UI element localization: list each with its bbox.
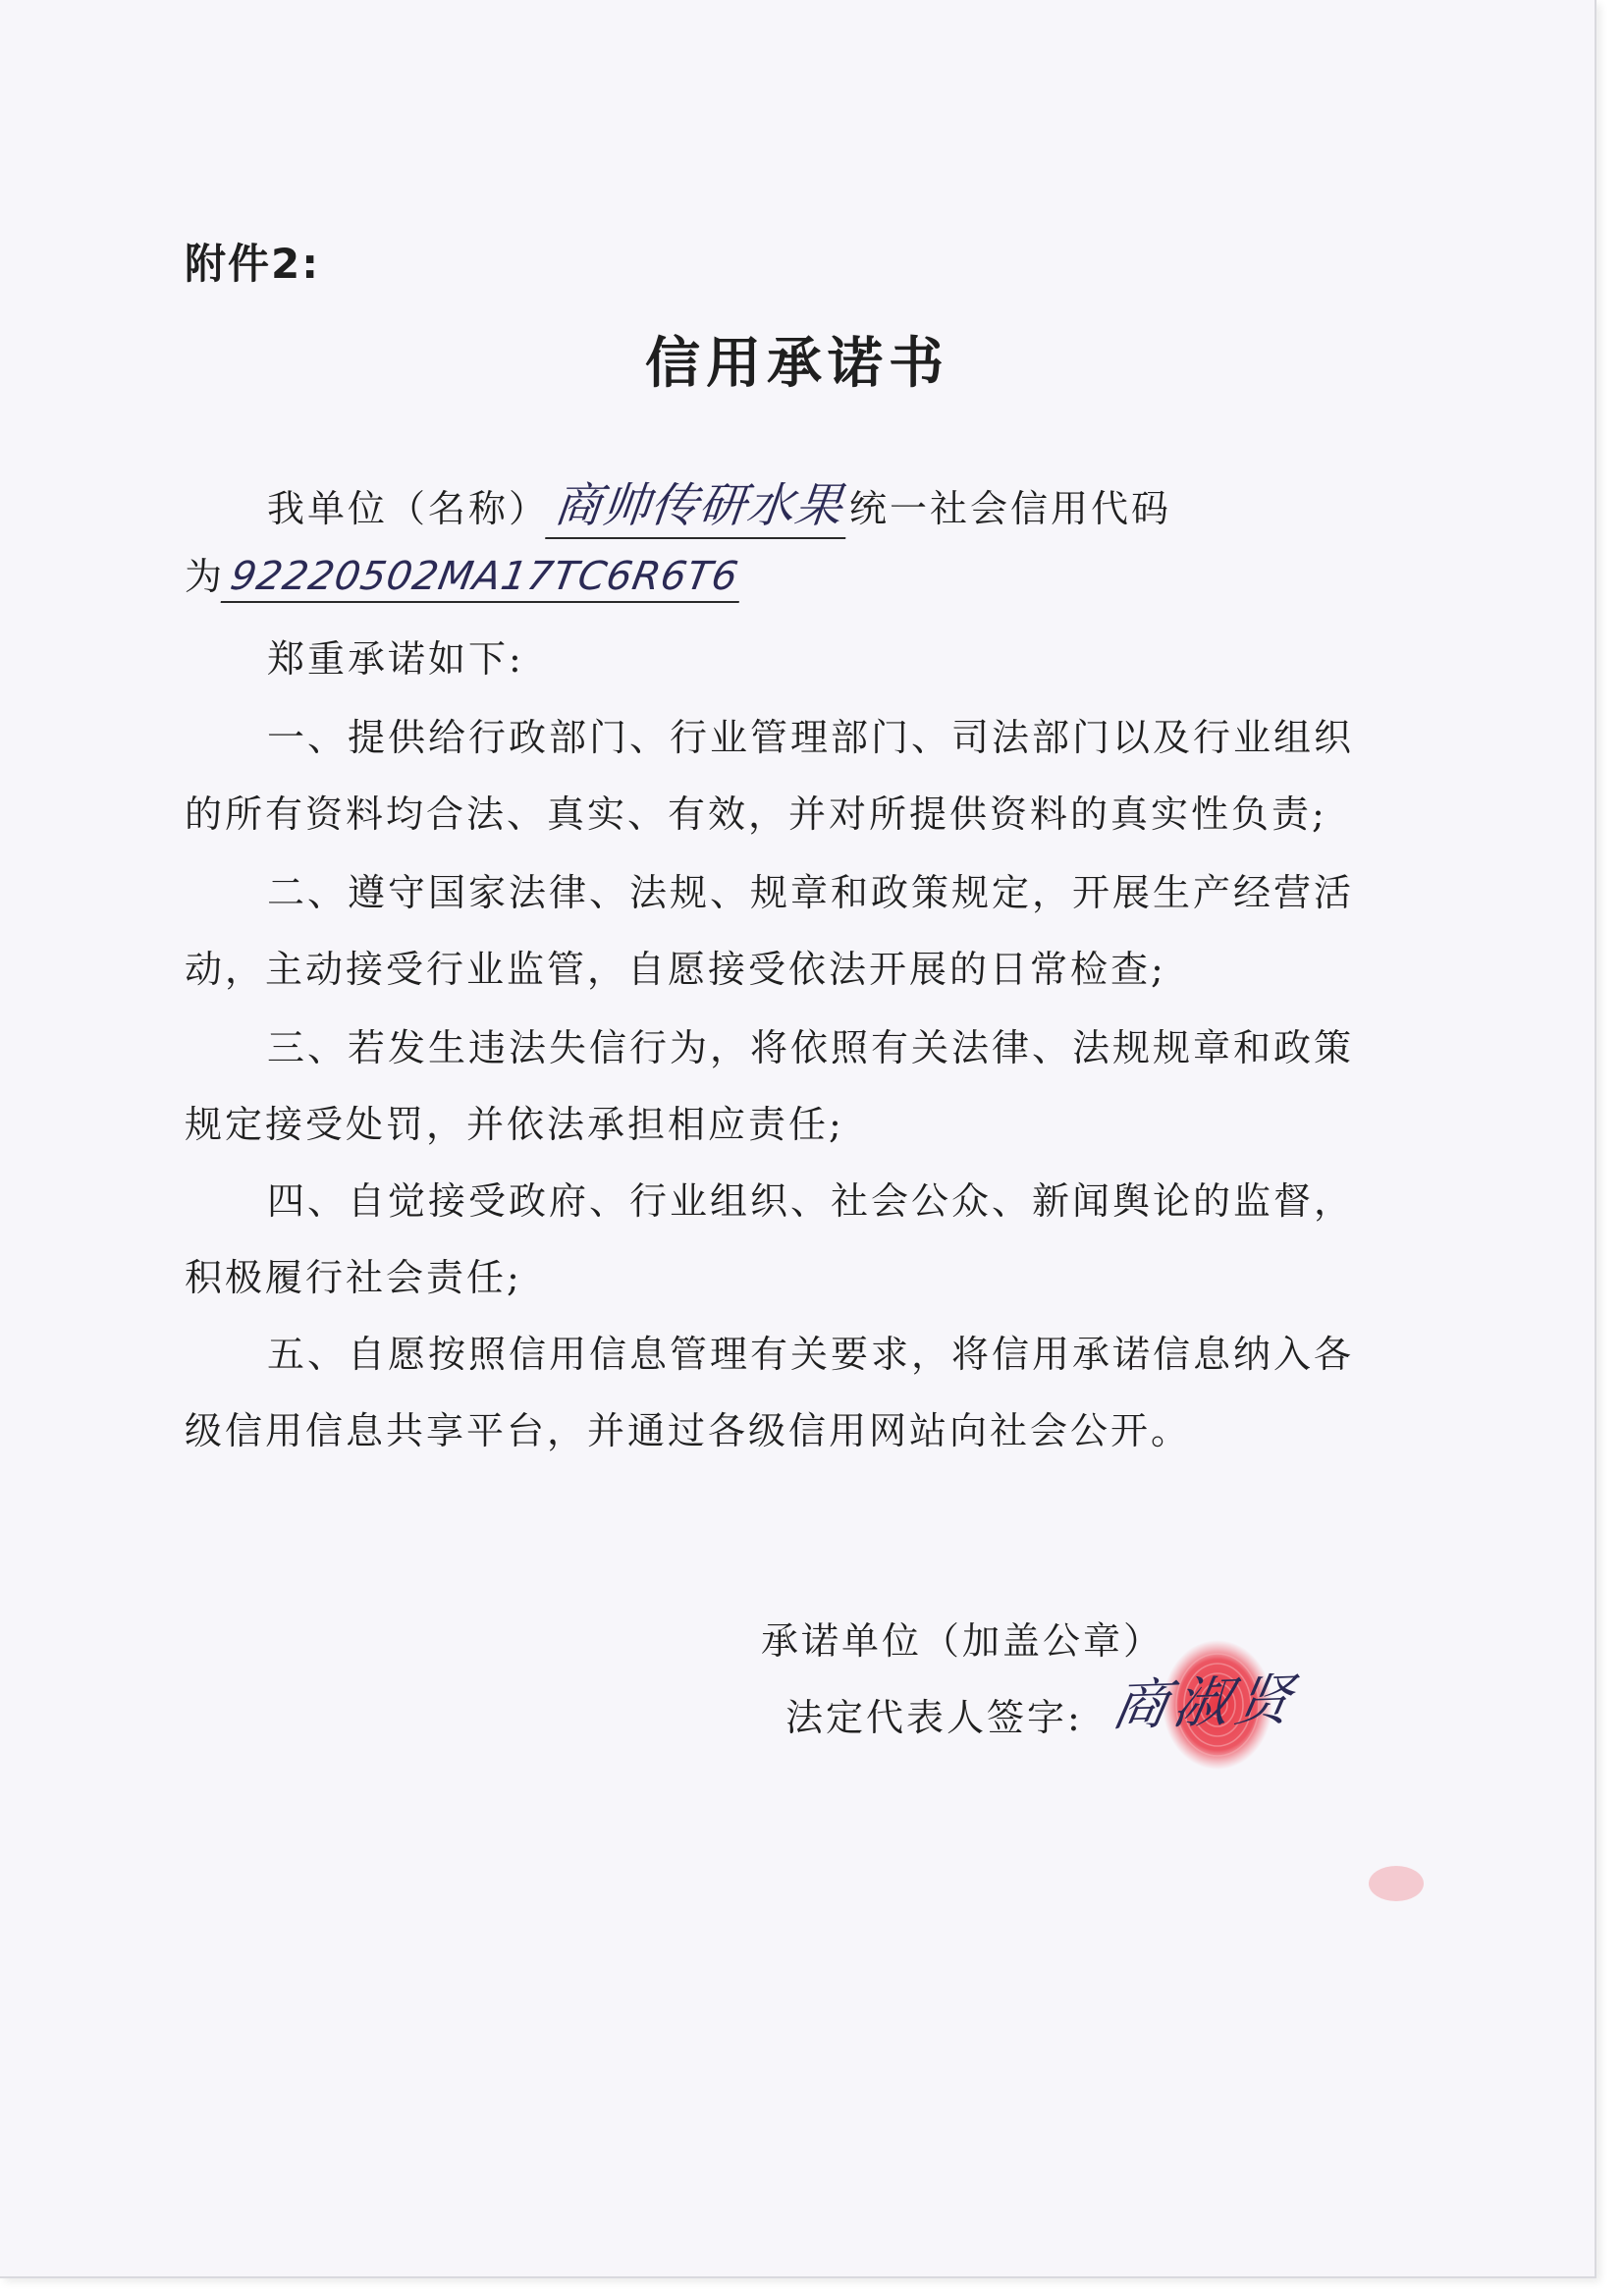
paragraph-2-line-2: 动，主动接受行业监管，自愿接受依法开展的日常检查; — [185, 948, 1166, 991]
commit-unit-label: 承诺单位（加盖公章） — [761, 1619, 1164, 1663]
ink-smudge — [1365, 1861, 1428, 1906]
paragraph-3-line-1: 三、若发生违法失信行为，将依照有关法律、法规规章和政策 — [267, 1026, 1355, 1069]
paragraph-1-line-2: 的所有资料均合法、真实、有效，并对所提供资料的真实性负责; — [185, 793, 1327, 836]
intro-line — [267, 467, 1171, 539]
intro-middle: 统一社会信用代码 — [849, 487, 1172, 530]
paragraph-4-line-2: 积极履行社会责任; — [185, 1256, 522, 1299]
paragraph-5-line-1: 五、自愿按照信用信息管理有关要求，将信用承诺信息纳入各 — [267, 1333, 1355, 1376]
unit-name-handwritten: 商帅传研水果 — [545, 467, 853, 539]
commit-intro: 郑重承诺如下: — [267, 637, 524, 681]
paragraph-5-line-2: 级信用信息共享平台，并通过各级信用网站向社会公开。 — [185, 1409, 1192, 1452]
paragraph-3-line-2: 规定接受处罚，并依法承担相应责任; — [185, 1103, 844, 1146]
document-title: 信用承诺书 — [645, 332, 949, 396]
paragraph-4-line-1: 四、自觉接受政府、行业组织、社会公众、新闻舆论的监督， — [267, 1179, 1355, 1223]
credit-code-handwritten: 92220502MA17TC6R6T6 — [221, 554, 748, 603]
code-prefix: 为 — [185, 555, 226, 598]
paragraph-1-line-1: 一、提供给行政部门、行业管理部门、司法部门以及行业组织 — [267, 716, 1355, 759]
annex-label: 附件2: — [185, 240, 321, 288]
legal-rep-label: 法定代表人签字: — [785, 1696, 1083, 1739]
legal-rep-signature: 商淑贤 — [1107, 1667, 1303, 1739]
paragraph-2-line-1: 二、遵守国家法律、法规、规章和政策规定，开展生产经营活 — [267, 871, 1355, 914]
credit-code-line — [185, 546, 743, 603]
intro-prefix: 我单位（名称） — [267, 487, 550, 530]
